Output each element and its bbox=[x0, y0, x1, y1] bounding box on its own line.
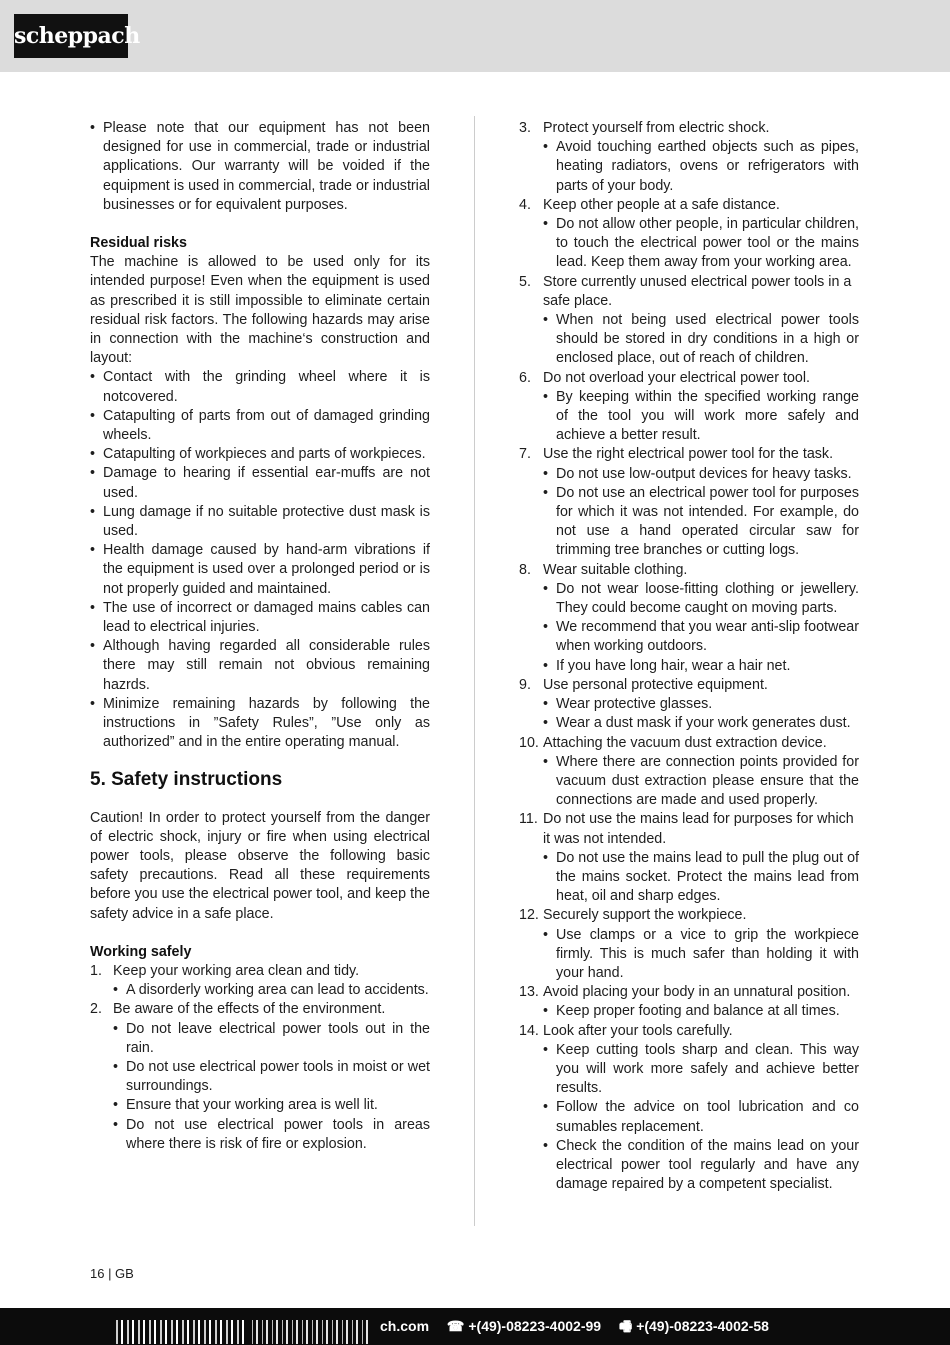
sub-bullet-item: • Do not use an electrical power tool for purposes for which it was not intended. For example, do not use a hand operated circular saw for trimming tree branches or cutting logs. bbox=[543, 484, 859, 561]
sub-bullet-list bbox=[519, 311, 859, 369]
sub-bullet-item: • Keep cutting tools sharp and clean. This way you will work more safely and achieve better results. bbox=[543, 1041, 859, 1099]
numbered-item bbox=[90, 1000, 430, 1019]
item-number: 10. bbox=[519, 734, 539, 751]
item-text: Protect yourself from electric shock. bbox=[543, 120, 770, 136]
item-number: 2. bbox=[90, 1001, 102, 1018]
intro-bullet: • Please note that our equipment has not been designed for use in commercial, trade or industrial applications. Our warranty will be voided if the equipment is used in commercial, trade or industrial businesses or for equivalent purposes. bbox=[90, 119, 430, 215]
item-text: Look after your tools carefully. bbox=[543, 1022, 733, 1039]
item-text: Use the right electrical power tool for the task. bbox=[543, 446, 834, 463]
caution-paragraph: Caution! In order to protect yourself from the danger of electric shock, injury or fire when using electrical power tools, please observe the following basic safety precautions. Read all these requirements before you use the electrical power tool, and keep the safety advice in a safe place. bbox=[90, 809, 430, 922]
numbered-item bbox=[519, 369, 859, 388]
sub-bullet-item: • When not being used electrical power tools should be stored in dry conditions in a high or enclosed place, out of reach of children. bbox=[543, 311, 859, 369]
numbered-item bbox=[519, 561, 859, 580]
sub-bullet-item: • By keeping within the specified working range of the tool you will work more safely and achieve a better result. bbox=[543, 388, 859, 446]
sub-bullet-list bbox=[519, 388, 859, 446]
fax-icon: 🖷 bbox=[618, 1318, 633, 1334]
item-text: Be aware of the effects of the environment. bbox=[113, 1001, 386, 1018]
sub-bullet-list bbox=[90, 1020, 430, 1154]
numbered-item bbox=[90, 962, 430, 981]
item-text: Store currently unused electrical power tools in a safe place. bbox=[543, 273, 852, 309]
item-text: Do not overload your electrical power tool. bbox=[543, 369, 811, 386]
residual-risk-item: • Lung damage if no suitable protective dust mask is used. bbox=[90, 503, 430, 541]
sub-bullet-list bbox=[519, 1002, 859, 1021]
right-column bbox=[519, 119, 859, 1194]
item-number: 9. bbox=[519, 676, 531, 693]
item-number: 8. bbox=[519, 561, 531, 578]
item-text: Keep your working area clean and tidy. bbox=[113, 962, 360, 979]
item-number: 7. bbox=[519, 446, 531, 463]
scheppach-logo: scheppach bbox=[14, 14, 128, 58]
sub-bullet-item: • Avoid touching earthed objects such as pipes, heating radiators, ovens or refrigerators with parts of your body. bbox=[543, 138, 859, 196]
residual-risk-item: • Minimize remaining hazards by following the instructions in ”Safety Rules”, ”Use only as authorized” and in the entire operating manual. bbox=[90, 695, 430, 753]
numbered-item bbox=[519, 273, 859, 311]
sub-bullet-item: • A disorderly working area can lead to accidents. bbox=[113, 981, 430, 1000]
sub-bullet-list bbox=[519, 465, 859, 561]
sub-bullet-list bbox=[519, 926, 859, 984]
sub-bullet-list bbox=[519, 849, 859, 907]
residual-risk-item: • Catapulting of parts from out of damaged grinding wheels. bbox=[90, 407, 430, 445]
item-text: Securely support the workpiece. bbox=[543, 907, 747, 924]
residual-risks-list bbox=[90, 368, 430, 752]
item-text: Keep other people at a safe distance. bbox=[543, 196, 780, 213]
numbered-item bbox=[519, 810, 859, 848]
footer-contact bbox=[380, 1316, 783, 1340]
sub-bullet-list bbox=[90, 981, 430, 1000]
sub-bullet-list bbox=[519, 753, 859, 811]
right-numbered-list bbox=[519, 119, 859, 1194]
residual-risk-item: • Although having regarded all considerable rules there may still remain not obvious remaining hazrds. bbox=[90, 637, 430, 695]
sub-bullet-item: • Follow the advice on tool lubrication and co sumables replacement. bbox=[543, 1098, 859, 1136]
numbered-item bbox=[519, 734, 859, 753]
item-text: Do not use the mains lead for purposes for which it was not intended. bbox=[543, 811, 854, 847]
item-number: 12. bbox=[519, 907, 539, 924]
sub-bullet-list bbox=[519, 138, 859, 196]
column-divider bbox=[474, 116, 475, 1226]
header-band bbox=[0, 0, 950, 72]
sub-bullet-item: • Where there are connection points provided for vacuum dust extraction please ensure that the connections are made and used properly. bbox=[543, 753, 859, 811]
residual-risk-item: • Damage to hearing if essential ear-muffs are not used. bbox=[90, 464, 430, 502]
sub-bullet-item: • Ensure that your working area is well lit. bbox=[113, 1096, 430, 1115]
sub-bullet-list bbox=[519, 1041, 859, 1195]
sub-bullet-item: • Check the condition of the mains lead on your electrical power tool regularly and have any damage repaired by a competent specialist. bbox=[543, 1137, 859, 1195]
sub-bullet-item: • Do not allow other people, in particular children, to touch the electrical power tool or the mains lead. Keep them away from your working area. bbox=[543, 215, 859, 273]
footer-phone: +(49)-08223-4002-99 bbox=[468, 1318, 602, 1334]
footer-web: ch.com bbox=[380, 1318, 430, 1334]
numbered-item bbox=[519, 445, 859, 464]
item-text: Wear suitable clothing. bbox=[543, 561, 688, 578]
sub-bullet-list bbox=[519, 580, 859, 676]
item-number: 5. bbox=[519, 273, 531, 290]
footer-graphic-2 bbox=[252, 1320, 372, 1344]
item-number: 13. bbox=[519, 984, 539, 1001]
sub-bullet-item: • Do not use low-output devices for heavy tasks. bbox=[543, 465, 859, 484]
item-number: 4. bbox=[519, 196, 531, 213]
numbered-item bbox=[519, 906, 859, 925]
sub-bullet-list bbox=[519, 695, 859, 733]
numbered-item bbox=[519, 983, 859, 1002]
footer-fax: +(49)-08223-4002-58 bbox=[636, 1318, 769, 1334]
sub-bullet-list bbox=[519, 215, 859, 273]
sub-bullet-item: • Use clamps or a vice to grip the workpiece firmly. This is much safer than holding it with your hand. bbox=[543, 926, 859, 984]
phone-icon: ☎ bbox=[446, 1318, 465, 1334]
sub-bullet-item: • Do not leave electrical power tools out in the rain. bbox=[113, 1020, 430, 1058]
numbered-item bbox=[519, 1022, 859, 1041]
left-numbered-list bbox=[90, 962, 430, 1154]
section-title: 5. Safety instructions bbox=[90, 768, 283, 790]
item-number: 6. bbox=[519, 369, 531, 386]
sub-bullet-item: • Do not use electrical power tools in areas where there is risk of fire or explosion. bbox=[113, 1116, 430, 1154]
sub-bullet-item: • If you have long hair, wear a hair net. bbox=[543, 657, 859, 676]
residual-risk-item: • Catapulting of workpieces and parts of workpieces. bbox=[90, 445, 430, 464]
numbered-item bbox=[519, 119, 859, 138]
footer-graphic bbox=[116, 1320, 248, 1344]
numbered-item bbox=[519, 196, 859, 215]
sub-bullet-item: • Do not use electrical power tools in moist or wet surroundings. bbox=[113, 1058, 430, 1096]
residual-risks-paragraph: The machine is allowed to be used only for its intended purpose! Even when the equipment is used as prescribed it is still impossible to eliminate certain residual risk factors. The following hazards may arise in connection with the machine‘s construction and layout: bbox=[90, 254, 430, 367]
left-column bbox=[90, 119, 430, 1154]
item-text: Use personal protective equipment. bbox=[543, 676, 768, 693]
item-number: 1. bbox=[90, 962, 102, 979]
working-safely-heading: Working safely bbox=[90, 943, 192, 960]
item-number: 14. bbox=[519, 1022, 539, 1039]
item-text: Attaching the vacuum dust extraction device. bbox=[543, 734, 827, 751]
sub-bullet-item: • Wear protective glasses. bbox=[543, 695, 859, 714]
residual-risk-item: • Health damage caused by hand-arm vibrations if the equipment is used over a prolonged period or is not properly guided and maintained. bbox=[90, 541, 430, 599]
sub-bullet-item: • Do not use the mains lead to pull the plug out of the mains socket. Protect the mains lead from heat, oil and sharp edges. bbox=[543, 849, 859, 907]
sub-bullet-item: • Do not wear loose-fitting clothing or jewellery. They could become caught on moving parts. bbox=[543, 580, 859, 618]
sub-bullet-item: • We recommend that you wear anti-slip footwear when working outdoors. bbox=[543, 618, 859, 656]
item-number: 3. bbox=[519, 120, 531, 136]
item-text: Avoid placing your body in an unnatural position. bbox=[543, 984, 851, 1001]
page-number: 16 | GB bbox=[90, 1266, 134, 1281]
sub-bullet-item: • Wear a dust mask if your work generates dust. bbox=[543, 714, 859, 733]
residual-risks-heading: Residual risks bbox=[90, 235, 187, 252]
residual-risk-item: • Contact with the grinding wheel where it is notcovered. bbox=[90, 368, 430, 406]
sub-bullet-item: • Keep proper footing and balance at all times. bbox=[543, 1002, 859, 1021]
residual-risk-item: • The use of incorrect or damaged mains cables can lead to electrical injuries. bbox=[90, 599, 430, 637]
numbered-item bbox=[519, 676, 859, 695]
item-number: 11. bbox=[519, 811, 538, 828]
